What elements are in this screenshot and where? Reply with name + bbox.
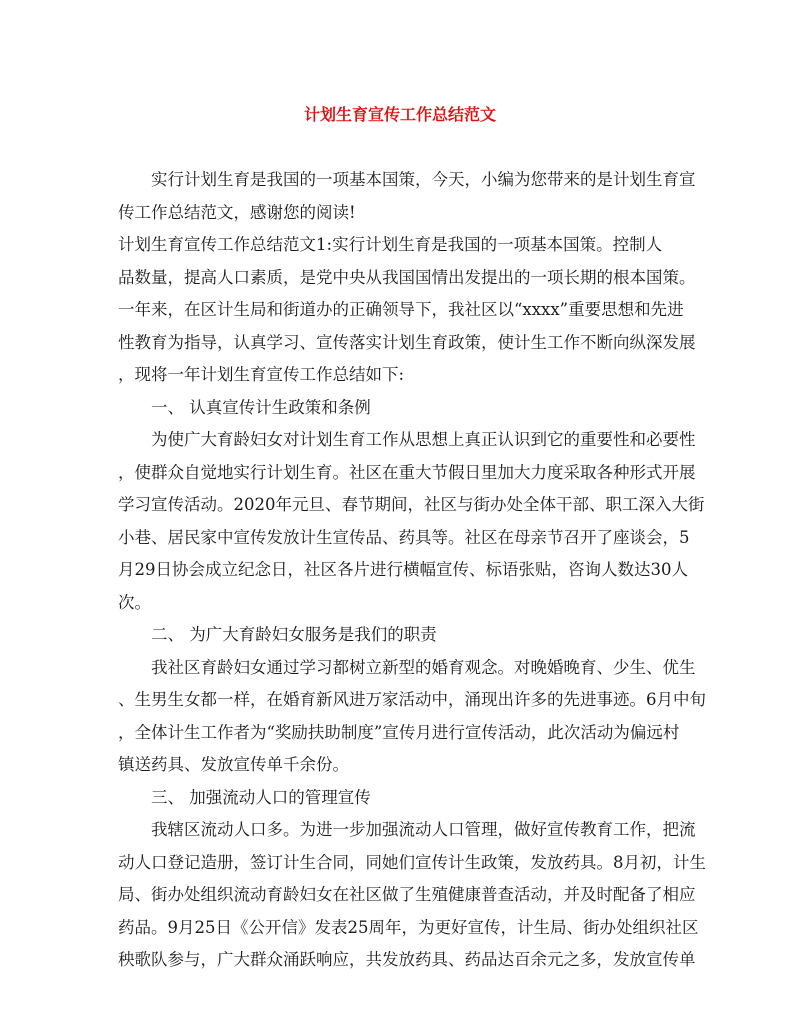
line-text: 我辖区流动人口多。为进一步加强流动人口管理，做好宣传教育工作，把流 — [151, 820, 696, 839]
document-title: 计划生育宣传工作总结范文 — [303, 105, 496, 124]
line-text: 实行计划生育是我国的一项基本国策。控制人 — [332, 235, 663, 254]
section-heading-line — [118, 392, 693, 425]
section-heading-line — [118, 619, 693, 652]
paragraph-line — [118, 847, 706, 880]
paragraph-line — [118, 327, 696, 360]
section-heading: 二、 为广大育龄妇女服务是我们的职责 — [151, 625, 437, 644]
paragraph-line — [118, 717, 693, 750]
line-text: 、生男生女都一样，在婚育新风进万家活动中，涌现出许多的先进事迹。6月中旬 — [118, 690, 706, 709]
line-text: 药品。9月25日《公开信》发表25周年，为更好宣传，计生局、街办处组织社区 — [118, 917, 699, 937]
paragraph-line — [118, 814, 696, 847]
line-text: ，使群众自觉地实行计划生育。社区在重大节假日里加大力度采取各种形式开展 — [118, 462, 696, 482]
line-text: 为使广大育龄妇女对计划生育工作从思想上真正认识到它的重要性和必要性 — [151, 430, 696, 449]
line-text: 学习宣传活动。2020年元旦、春节期间，社区与街办处全体干部、职工深入大街 — [118, 495, 705, 514]
line-text: 一年来，在区计生局和街道办的正确领导下，我社区以“xxxx”重要思想和先进 — [118, 300, 684, 319]
line-text: 品数量，提高人口素质，是党中央从我国国情出发提出的一项长期的根本国策。 — [118, 267, 696, 287]
paragraph-line — [118, 912, 699, 945]
paragraph-line — [118, 879, 696, 912]
paragraph-line — [118, 554, 693, 587]
line-text: 镇送药具、发放宣传单千余份。 — [118, 755, 349, 774]
paragraph-line — [118, 229, 693, 262]
line-text: ，现将一年计划生育宣传工作总结如下: — [118, 365, 405, 384]
line-text: 次。 — [118, 592, 151, 612]
paragraph-line — [118, 522, 693, 555]
section-heading: 计划生育宣传工作总结范文1: — [118, 235, 333, 254]
document-body — [118, 164, 706, 977]
line-text: 性教育为指导，认真学习、宣传落实计划生育政策，使计生工作不断向纵深发展 — [118, 332, 696, 352]
paragraph-line — [118, 652, 696, 685]
paragraph-line — [118, 164, 696, 197]
paragraph-line — [118, 424, 696, 457]
paragraph-line — [118, 587, 693, 620]
paragraph-line — [118, 489, 705, 522]
paragraph-line — [118, 457, 696, 490]
paragraph-line — [118, 684, 706, 717]
line-text: 我社区育龄妇女通过学习都树立新型的婚育观念。对晚婚晚育、少生、优生 — [151, 657, 696, 677]
paragraph-line — [118, 359, 693, 392]
paragraph-line — [118, 294, 693, 327]
line-text: 实行计划生育是我国的一项基本国策，今天，小编为您带来的是计划生育宣 — [151, 170, 696, 189]
paragraph-line — [118, 944, 696, 977]
line-text: 月29日协会成立纪念日，社区各片进行横幅宣传、标语张贴，咨询人数达30人 — [118, 560, 688, 579]
line-text: 动人口登记造册，签订计生合同，同她们宣传计生政策，发放药具。8月初，计生 — [118, 852, 706, 872]
line-text: 秧歌队参与，广大群众涌跃响应，共发放药具、药品达百余元之多，发放宣传单 — [118, 950, 696, 969]
section-heading: 一、 认真宣传计生政策和条例 — [151, 397, 371, 417]
line-text: 传工作总结范文，感谢您的阅读! — [118, 202, 356, 222]
line-text: ，全体计生工作者为“奖励扶助制度”宣传月进行宣传活动，此次活动为偏远村 — [118, 722, 680, 742]
section-heading: 三、 加强流动人口的管理宣传 — [151, 787, 371, 807]
paragraph-line — [118, 262, 696, 295]
line-text: 小巷、居民家中宣传发放计生宣传品、药具等。社区在母亲节召开了座谈会，5 — [118, 527, 690, 547]
paragraph-line — [118, 197, 693, 230]
section-heading-line — [118, 782, 693, 815]
line-text: 局、街办处组织流动育龄妇女在社区做了生殖健康普查活动，并及时配备了相应 — [118, 885, 696, 904]
paragraph-line — [118, 749, 693, 782]
